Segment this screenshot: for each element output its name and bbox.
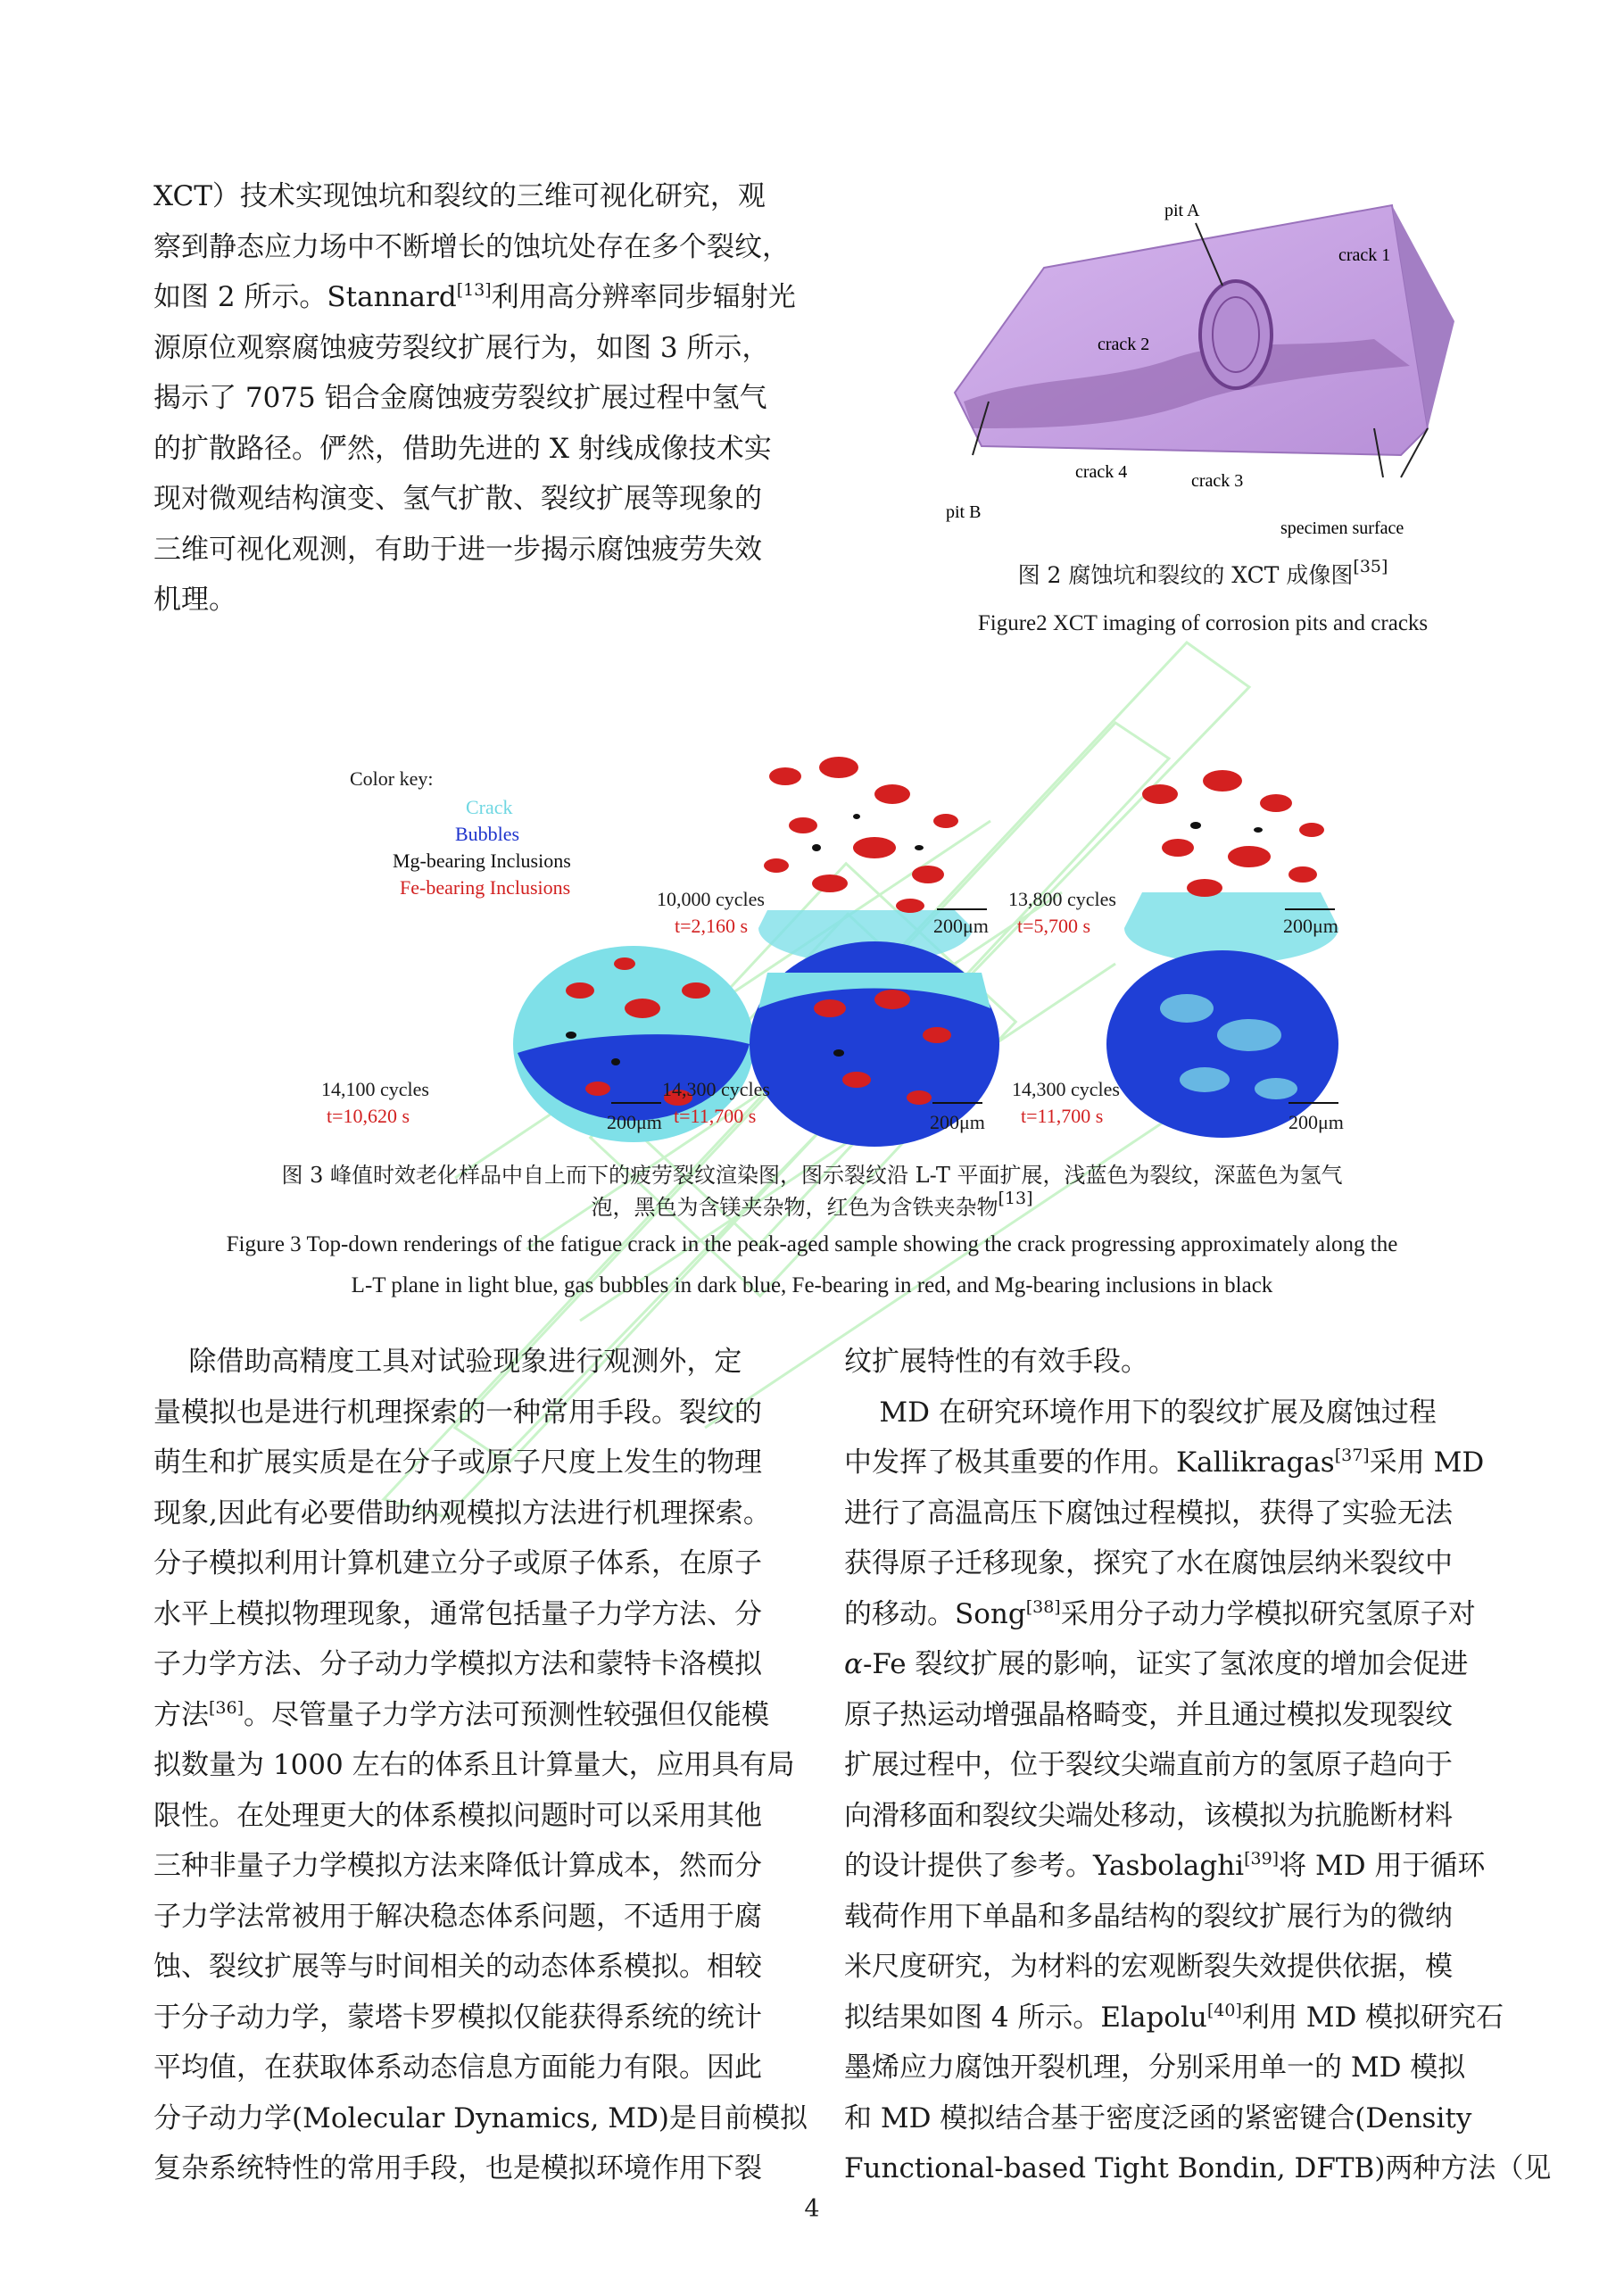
- intro-line: 的扩散路径。俨然，借助先进的 X 射线成像技术实: [153, 432, 772, 465]
- left-line: 分子动力学(Molecular Dynamics, MD)是目前模拟: [153, 2101, 808, 2134]
- right-line: [844, 1841, 1486, 1892]
- intro-line: 三维可视化观测，有助于进一步揭示腐蚀疲劳失效: [153, 533, 762, 566]
- rendering-14300-cycles-b: [1106, 950, 1338, 1138]
- ref-36: [36]: [209, 1697, 244, 1718]
- label-pit-b: pit B: [946, 502, 982, 522]
- left-line: 限性。在处理更大的体系模拟问题时可以采用其他: [153, 1799, 762, 1832]
- legend-title: Color key:: [350, 767, 434, 790]
- intro-line: 察到静态应力场中不断增长的蚀坑处存在多个裂纹，: [153, 230, 790, 263]
- panel-3-time: t=10,620 s: [327, 1105, 410, 1127]
- left-line: 子力学法常被用于解决稳态体系问题，不适用于腐: [153, 1900, 762, 1933]
- right-line-text: 利用 MD 模拟研究石: [1241, 2001, 1504, 2034]
- panel-3-cycles: 14,100 cycles: [321, 1078, 429, 1100]
- panel-4-scale-bar: [932, 1102, 982, 1104]
- legend-bubbles: Bubbles: [455, 823, 520, 845]
- ref-38: [38]: [1025, 1596, 1061, 1617]
- caption-text: 泡，黑色为含镁夹杂物，红色为含铁夹杂物: [591, 1195, 998, 1220]
- left-line: 萌生和扩展实质是在分子或原子尺度上发生的物理: [153, 1446, 762, 1479]
- left-line-text: 。尽管量子力学方法可预测性较强但仅能模: [244, 1698, 770, 1731]
- right-line: 墨烯应力腐蚀开裂机理，分别采用单一的 MD 模拟: [844, 2051, 1466, 2084]
- right-line-text: 采用分子动力学模拟研究氢原子对: [1060, 1597, 1476, 1630]
- right-line: 原子热运动增强晶格畸变，并且通过模拟发现裂纹: [844, 1698, 1453, 1731]
- right-line: 扩展过程中，位于裂纹尖端直前方的氢原子趋向于: [844, 1749, 1453, 1781]
- right-column: [844, 1337, 1552, 2194]
- figure-2: [928, 161, 1481, 553]
- intro-line: 现对微观结构演变、氢气扩散、裂纹扩展等现象的: [153, 483, 762, 515]
- panel-2-scale: 200μm: [1283, 915, 1338, 937]
- ref-35: [35]: [1353, 557, 1388, 576]
- figure-3-caption-en-1: Figure 3 Top-down renderings of the fatigue crack in the peak-aged sample showing the crack progressing approximately along the: [226, 1232, 1398, 1256]
- panel-5-time: t=11,700 s: [1021, 1105, 1104, 1127]
- panel-2-time: t=5,700 s: [1017, 915, 1091, 937]
- panel-3-scale: 200μm: [607, 1111, 662, 1133]
- left-line: 子力学方法、分子动力学模拟方法和蒙特卡洛模拟: [153, 1648, 762, 1680]
- right-line: 载荷作用下单晶和多晶结构的裂纹扩展行为的微纳: [844, 1900, 1453, 1933]
- right-line: 纹扩展特性的有效手段。: [844, 1346, 1148, 1378]
- panel-2-cycles: 13,800 cycles: [1008, 888, 1116, 910]
- intro-line-text: 如图 2 所示。Stannard: [153, 281, 457, 313]
- left-line: 除借助高精度工具对试验现象进行观测外，定: [153, 1346, 742, 1378]
- panel-4-cycles: 14,300 cycles: [662, 1078, 770, 1100]
- left-line: 三种非量子力学模拟方法来降低计算成本，然而分: [153, 1850, 762, 1882]
- legend-fe: Fe-bearing Inclusions: [400, 876, 571, 899]
- right-line-text: 拟结果如图 4 所示。Elapolu: [844, 2001, 1207, 2034]
- left-line: 水平上模拟物理现象，通常包括量子力学方法、分: [153, 1597, 762, 1630]
- figure-2-xct-image: [928, 161, 1481, 553]
- right-line-text: 的移动。Song: [844, 1597, 1026, 1630]
- figure-3-caption-en-2: L-T plane in light blue, gas bubbles in dark blue, Fe-bearing in red, and Mg-bearing inclusions in black: [351, 1273, 1273, 1297]
- panel-5-scale: 200μm: [1288, 1111, 1344, 1133]
- right-line: Functional-based Tight Bondin, DFTB)两种方法（见: [844, 2152, 1552, 2184]
- label-crack-2: crack 2: [1098, 335, 1150, 354]
- left-line-text: 方法: [153, 1698, 209, 1731]
- right-line: [844, 1639, 1479, 1690]
- right-line: MD 在研究环境作用下的裂纹扩展及腐蚀过程: [844, 1396, 1437, 1429]
- label-pit-a: pit A: [1164, 201, 1200, 220]
- label-crack-4: crack 4: [1075, 462, 1128, 482]
- figure-2-caption-en: Figure2 XCT imaging of corrosion pits and cracks: [977, 611, 1429, 635]
- intro-line-text: 利用高分辨率同步辐射光: [491, 281, 796, 313]
- right-line: 米尺度研究，为材料的宏观断裂失效提供依据，模: [844, 1951, 1453, 1983]
- intro-line: [153, 272, 796, 323]
- intro-line: 机理。: [153, 584, 236, 616]
- ref-39: [39]: [1244, 1849, 1280, 1869]
- intro-paragraph: [153, 171, 796, 626]
- right-line-text: 采用 MD: [1369, 1446, 1485, 1479]
- label-crack-3: crack 3: [1191, 471, 1244, 491]
- right-line-text: 中发挥了极其重要的作用。Kallikragas: [844, 1446, 1335, 1479]
- label-specimen-surface: specimen surface: [1280, 518, 1404, 538]
- label-crack-1: crack 1: [1338, 245, 1391, 265]
- panel-4-scale: 200μm: [930, 1111, 985, 1133]
- panel-3-scale-bar: [611, 1102, 661, 1104]
- ref-37: [37]: [1334, 1446, 1370, 1465]
- left-line: 现象,因此有必要借助纳观模拟方法进行机理探索。: [153, 1496, 771, 1529]
- panel-1-cycles: 10,000 cycles: [657, 888, 765, 910]
- left-line: 拟数量为 1000 左右的体系且计算量大，应用具有局: [153, 1749, 795, 1781]
- alpha-symbol: α: [844, 1648, 863, 1680]
- left-line: 复杂系统特性的常用手段，也是模拟环境作用下裂: [153, 2152, 762, 2184]
- panel-1-scale: 200μm: [933, 915, 989, 937]
- panel-2-scale-bar: [1285, 908, 1335, 910]
- left-column: [153, 1337, 808, 2194]
- ref-40: [40]: [1206, 2000, 1242, 2020]
- right-line: [844, 1438, 1485, 1488]
- left-line: 分子模拟利用计算机建立分子或原子体系，在原子: [153, 1547, 762, 1579]
- panel-1-scale-bar: [937, 908, 987, 910]
- left-line: [153, 1690, 789, 1741]
- ref-13: [13]: [456, 280, 492, 300]
- right-line: [844, 1993, 1504, 2043]
- left-line: 蚀、裂纹扩展等与时间相关的动态体系模拟。相较: [153, 1951, 762, 1983]
- intro-line: 揭示了 7075 铝合金腐蚀疲劳裂纹扩展过程中氢气: [153, 382, 767, 414]
- right-line-text: 将 MD 用于循环: [1279, 1850, 1486, 1882]
- right-line-text: 的设计提供了参考。Yasbolaghi: [844, 1850, 1245, 1882]
- right-line-text: -Fe 裂纹扩展的影响，证实了氢浓度的增加会促进: [862, 1648, 1469, 1680]
- figure-3-caption-cn-1: 图 3 峰值时效老化样品中自上而下的疲劳裂纹渲染图，图示裂纹沿 L-T 平面扩展，浅蓝色为裂纹，深蓝色为氢气: [281, 1163, 1343, 1188]
- panel-1-time: t=2,160 s: [675, 915, 749, 937]
- intro-line: XCT）技术实现蚀坑和裂纹的三维可视化研究，观: [153, 180, 766, 212]
- figure-2-caption-cn: [939, 557, 1467, 591]
- figure-3: [303, 741, 1374, 1160]
- left-line: 量模拟也是进行机理探索的一种常用手段。裂纹的: [153, 1396, 762, 1429]
- ref-13: [13]: [998, 1189, 1033, 1208]
- legend-crack: Crack: [466, 796, 513, 818]
- figure-3-caption-cn-2: [170, 1189, 1454, 1223]
- left-line: 于分子动力学，蒙塔卡罗模拟仅能获得系统的统计: [153, 2001, 762, 2034]
- left-line: 平均值，在获取体系动态信息方面能力有限。因此: [153, 2051, 762, 2084]
- figure-3-renderings: [303, 741, 1374, 1160]
- intro-line: 源原位观察腐蚀疲劳裂纹扩展行为，如图 3 所示，: [153, 331, 770, 364]
- legend-mg: Mg-bearing Inclusions: [393, 850, 571, 872]
- panel-5-scale-bar: [1288, 1102, 1338, 1104]
- panel-5-cycles: 14,300 cycles: [1012, 1078, 1120, 1100]
- panel-4-time: t=11,700 s: [674, 1105, 757, 1127]
- right-line: [844, 1589, 1479, 1640]
- page-number: 4: [804, 2195, 820, 2223]
- caption-text: 图 2 腐蚀坑和裂纹的 XCT 成像图: [1017, 562, 1354, 588]
- right-line: 和 MD 模拟结合基于密度泛函的紧密键合(Density: [844, 2101, 1472, 2134]
- right-line: 获得原子迁移现象，探究了水在腐蚀层纳米裂纹中: [844, 1547, 1453, 1579]
- right-line: 向滑移面和裂纹尖端处移动，该模拟为抗脆断材料: [844, 1799, 1453, 1832]
- right-line: 进行了高温高压下腐蚀过程模拟，获得了实验无法: [844, 1496, 1453, 1529]
